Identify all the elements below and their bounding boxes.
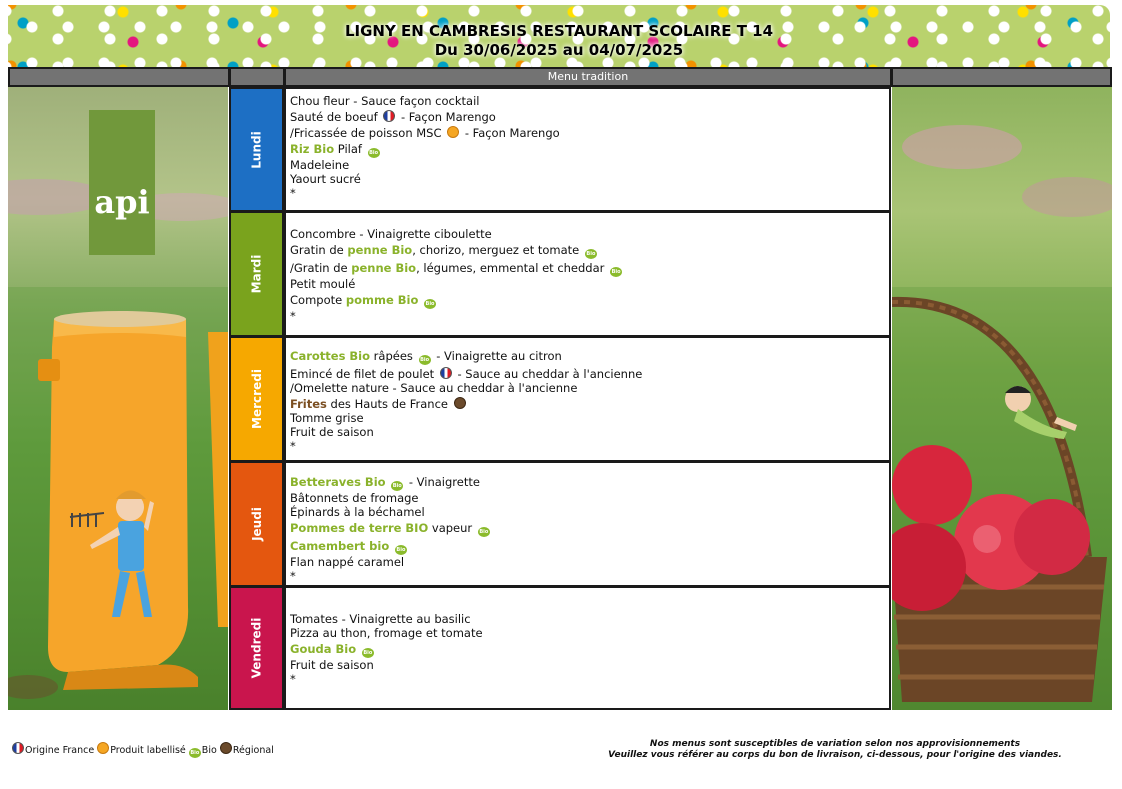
bio-icon: Bio xyxy=(479,529,489,535)
header-banner xyxy=(8,5,1110,67)
bio-highlight: Riz Bio xyxy=(290,142,335,156)
menu-text: vapeur xyxy=(428,521,476,535)
menu-text: Pizza au thon, fromage et tomate xyxy=(290,626,483,640)
menu-text xyxy=(389,539,393,553)
menu-text: Compote xyxy=(290,293,346,307)
menu-text: , légumes, emmental et cheddar xyxy=(416,261,609,275)
apple-basket-illustration xyxy=(892,87,1112,710)
menu-text: Emincé de filet de poulet xyxy=(290,367,438,381)
menu-text: - Façon Marengo xyxy=(397,110,496,124)
bio-icon: Bio xyxy=(586,251,596,257)
menu-text: Gratin de xyxy=(290,243,348,257)
menu-text: /Omelette nature - Sauce au cheddar à l'ancienne xyxy=(290,381,578,395)
regional-icon xyxy=(454,397,466,409)
menu-text: Petit moulé xyxy=(290,277,356,291)
bio-icon: Bio xyxy=(425,301,435,307)
menu-line xyxy=(290,672,889,686)
menu-lundi xyxy=(284,87,891,212)
legend-origin-france: Origine France xyxy=(25,745,95,756)
day-name: Mardi xyxy=(249,254,264,294)
menu-text: Sauté de boeuf xyxy=(290,110,382,124)
bio-highlight: Gouda Bio xyxy=(290,642,357,656)
france-flag-icon xyxy=(12,742,24,754)
menu-text: râpées xyxy=(370,349,417,363)
regional-highlight: Frites xyxy=(290,397,327,411)
menu-line xyxy=(290,505,889,519)
bio-icon: Bio xyxy=(392,483,402,489)
menu-line xyxy=(290,439,889,453)
notice-line-1: Nos menus sont susceptibles de variation selon nos approvisionnements xyxy=(649,739,1021,749)
menu-text xyxy=(356,642,360,656)
bio-icon: Bio xyxy=(363,650,373,656)
menu-line xyxy=(290,381,889,395)
legend-regional: Régional xyxy=(232,745,274,756)
menu-text: * xyxy=(290,309,296,323)
menu-line xyxy=(290,142,889,158)
menu-text: Fruit de saison xyxy=(290,658,374,672)
bio-highlight: pomme Bio xyxy=(345,293,419,307)
day-label-mercredi xyxy=(229,336,284,462)
menu-line xyxy=(290,411,889,425)
day-name: Mercredi xyxy=(249,369,264,429)
menu-mardi xyxy=(284,211,891,337)
header-cell-left xyxy=(8,67,230,87)
menu-line xyxy=(290,243,889,259)
menu-line xyxy=(290,539,889,555)
bio-icon: Bio xyxy=(369,150,379,156)
day-label-mardi xyxy=(229,211,284,337)
menu-text xyxy=(418,293,422,307)
menu-column-title: Menu tradition xyxy=(284,67,892,87)
menu-line xyxy=(290,261,889,277)
menu-text: - Sauce au cheddar à l'ancienne xyxy=(453,367,643,381)
header-cell-day xyxy=(229,67,285,87)
bio-highlight: Betteraves Bio xyxy=(290,475,386,489)
menu-text: , chorizo, merguez et tomate xyxy=(412,243,583,257)
menu-text: Épinards à la béchamel xyxy=(290,505,425,519)
france-flag-icon xyxy=(383,110,395,122)
bio-icon: Bio xyxy=(396,547,406,553)
day-label-lundi xyxy=(229,87,284,212)
menu-text: Yaourt sucré xyxy=(290,172,361,186)
menu-mercredi xyxy=(284,336,891,462)
legend-bio: Bio xyxy=(201,745,217,756)
france-flag-icon xyxy=(440,367,452,379)
menu-line xyxy=(290,569,889,583)
menu-line xyxy=(290,475,889,491)
menu-line xyxy=(290,158,889,172)
menu-line xyxy=(290,277,889,291)
menu-line xyxy=(290,227,889,241)
bio-highlight: penne Bio xyxy=(351,261,417,275)
menu-line xyxy=(290,658,889,672)
menu-line xyxy=(290,626,889,640)
label-icon xyxy=(97,742,109,754)
regional-icon xyxy=(220,742,232,754)
boots-photo xyxy=(8,87,228,710)
menu-text: Chou fleur - Sauce façon cocktail xyxy=(290,94,480,108)
legend-labelled: Produit labellisé xyxy=(110,745,186,756)
menu-text: des Hauts de France xyxy=(326,397,452,411)
menu-line xyxy=(290,491,889,505)
menu-text: - Vinaigrette au citron xyxy=(432,349,562,363)
menu-text: Madeleine xyxy=(290,158,350,172)
api-logo-text: api xyxy=(94,183,150,221)
header-cell-right xyxy=(891,67,1112,87)
menu-text: Flan nappé caramel xyxy=(290,555,405,569)
menu-text: * xyxy=(290,439,296,453)
menu-vendredi xyxy=(284,586,891,710)
bio-icon: Bio xyxy=(190,750,200,756)
menu-line xyxy=(290,186,889,200)
menu-text: * xyxy=(290,186,296,200)
notice-line-2: Veuillez vous référer au corps du bon de livraison, ci-dessous, pour l'origine des viandes. xyxy=(608,750,1062,760)
menu-text: Concombre - Vinaigrette ciboulette xyxy=(290,227,492,241)
date-range: Du 30/06/2025 au 04/07/2025 xyxy=(434,41,684,59)
bio-highlight: penne Bio xyxy=(347,243,413,257)
menu-text xyxy=(386,475,390,489)
day-label-jeudi xyxy=(229,461,284,587)
menu-line xyxy=(290,612,889,626)
menu-line xyxy=(290,397,889,411)
api-logo xyxy=(89,110,155,255)
menu-text: Bâtonnets de fromage xyxy=(290,491,419,505)
menu-line xyxy=(290,309,889,323)
bio-highlight: Pommes de terre BIO xyxy=(290,521,429,535)
menu-line xyxy=(290,126,889,140)
menu-text: /Gratin de xyxy=(290,261,352,275)
menu-text: /Fricassée de poisson MSC xyxy=(290,126,446,140)
menu-line xyxy=(290,555,889,569)
day-name: Lundi xyxy=(249,130,264,169)
bio-highlight: Carottes Bio xyxy=(290,349,371,363)
apple-basket-photo xyxy=(892,87,1112,710)
bio-icon: Bio xyxy=(611,269,621,275)
day-name: Vendredi xyxy=(249,617,264,679)
menu-jeudi xyxy=(284,461,891,587)
menu-line xyxy=(290,172,889,186)
bio-highlight: Camembert bio xyxy=(290,539,390,553)
menu-text: - Vinaigrette xyxy=(405,475,480,489)
menu-line xyxy=(290,425,889,439)
menu-text: Tomates - Vinaigrette au basilic xyxy=(290,612,471,626)
menu-line xyxy=(290,349,889,365)
menu-line xyxy=(290,94,889,108)
day-name: Jeudi xyxy=(249,507,264,541)
menu-text: * xyxy=(290,569,296,583)
menu-text: Fruit de saison xyxy=(290,425,374,439)
menu-text: - Façon Marengo xyxy=(461,126,560,140)
menu-text: Pilaf xyxy=(334,142,366,156)
day-label-vendredi xyxy=(229,586,284,710)
menu-line xyxy=(290,521,889,537)
icon-legend xyxy=(12,742,274,758)
menu-text: Tomme grise xyxy=(290,411,364,425)
bio-icon: Bio xyxy=(420,357,430,363)
menu-line xyxy=(290,110,889,124)
menu-line xyxy=(290,293,889,309)
page-title: LIGNY EN CAMBRESIS RESTAURANT SCOLAIRE T 14 xyxy=(344,22,774,40)
menu-text: * xyxy=(290,672,296,686)
menu-line xyxy=(290,642,889,658)
menu-line xyxy=(290,367,889,381)
label-icon xyxy=(447,126,459,138)
